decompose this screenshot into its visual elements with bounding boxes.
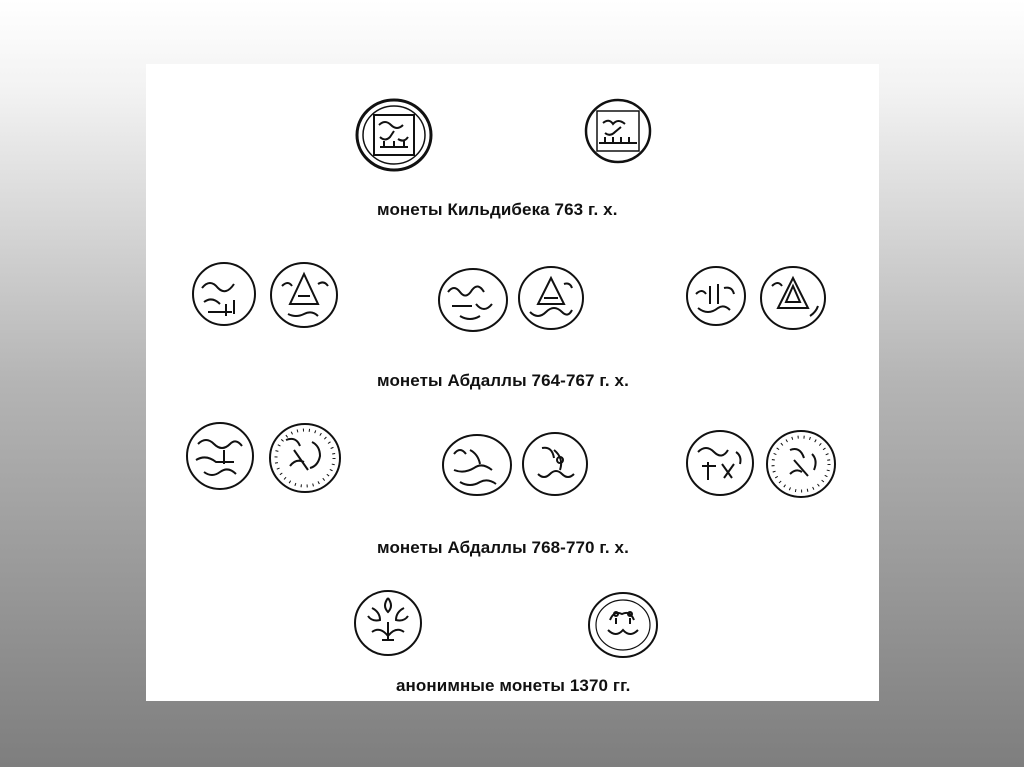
coin-group-caption: анонимные монеты 1370 гг. — [396, 676, 631, 695]
coin-image — [352, 588, 424, 658]
coin-group-caption: монеты Кильдибека 763 г. х. — [377, 200, 618, 219]
coin-image — [436, 266, 510, 334]
coin-image — [190, 260, 258, 328]
coin-image — [684, 428, 756, 498]
coin-image — [268, 260, 340, 330]
coin-image — [440, 432, 514, 498]
coin-image — [516, 264, 586, 332]
coin-image — [586, 590, 660, 660]
coin-image — [354, 97, 434, 173]
coin-image — [583, 97, 653, 165]
coin-group-caption: монеты Абдаллы 768-770 г. х. — [377, 538, 629, 557]
coin-image — [184, 420, 256, 492]
coin-image — [266, 420, 344, 496]
coin-image — [764, 428, 838, 500]
coin-image — [520, 430, 590, 498]
slide-panel — [146, 64, 879, 701]
coin-image — [758, 264, 828, 332]
coin-image — [684, 264, 748, 328]
coin-group-caption: монеты Абдаллы 764-767 г. х. — [377, 371, 629, 390]
